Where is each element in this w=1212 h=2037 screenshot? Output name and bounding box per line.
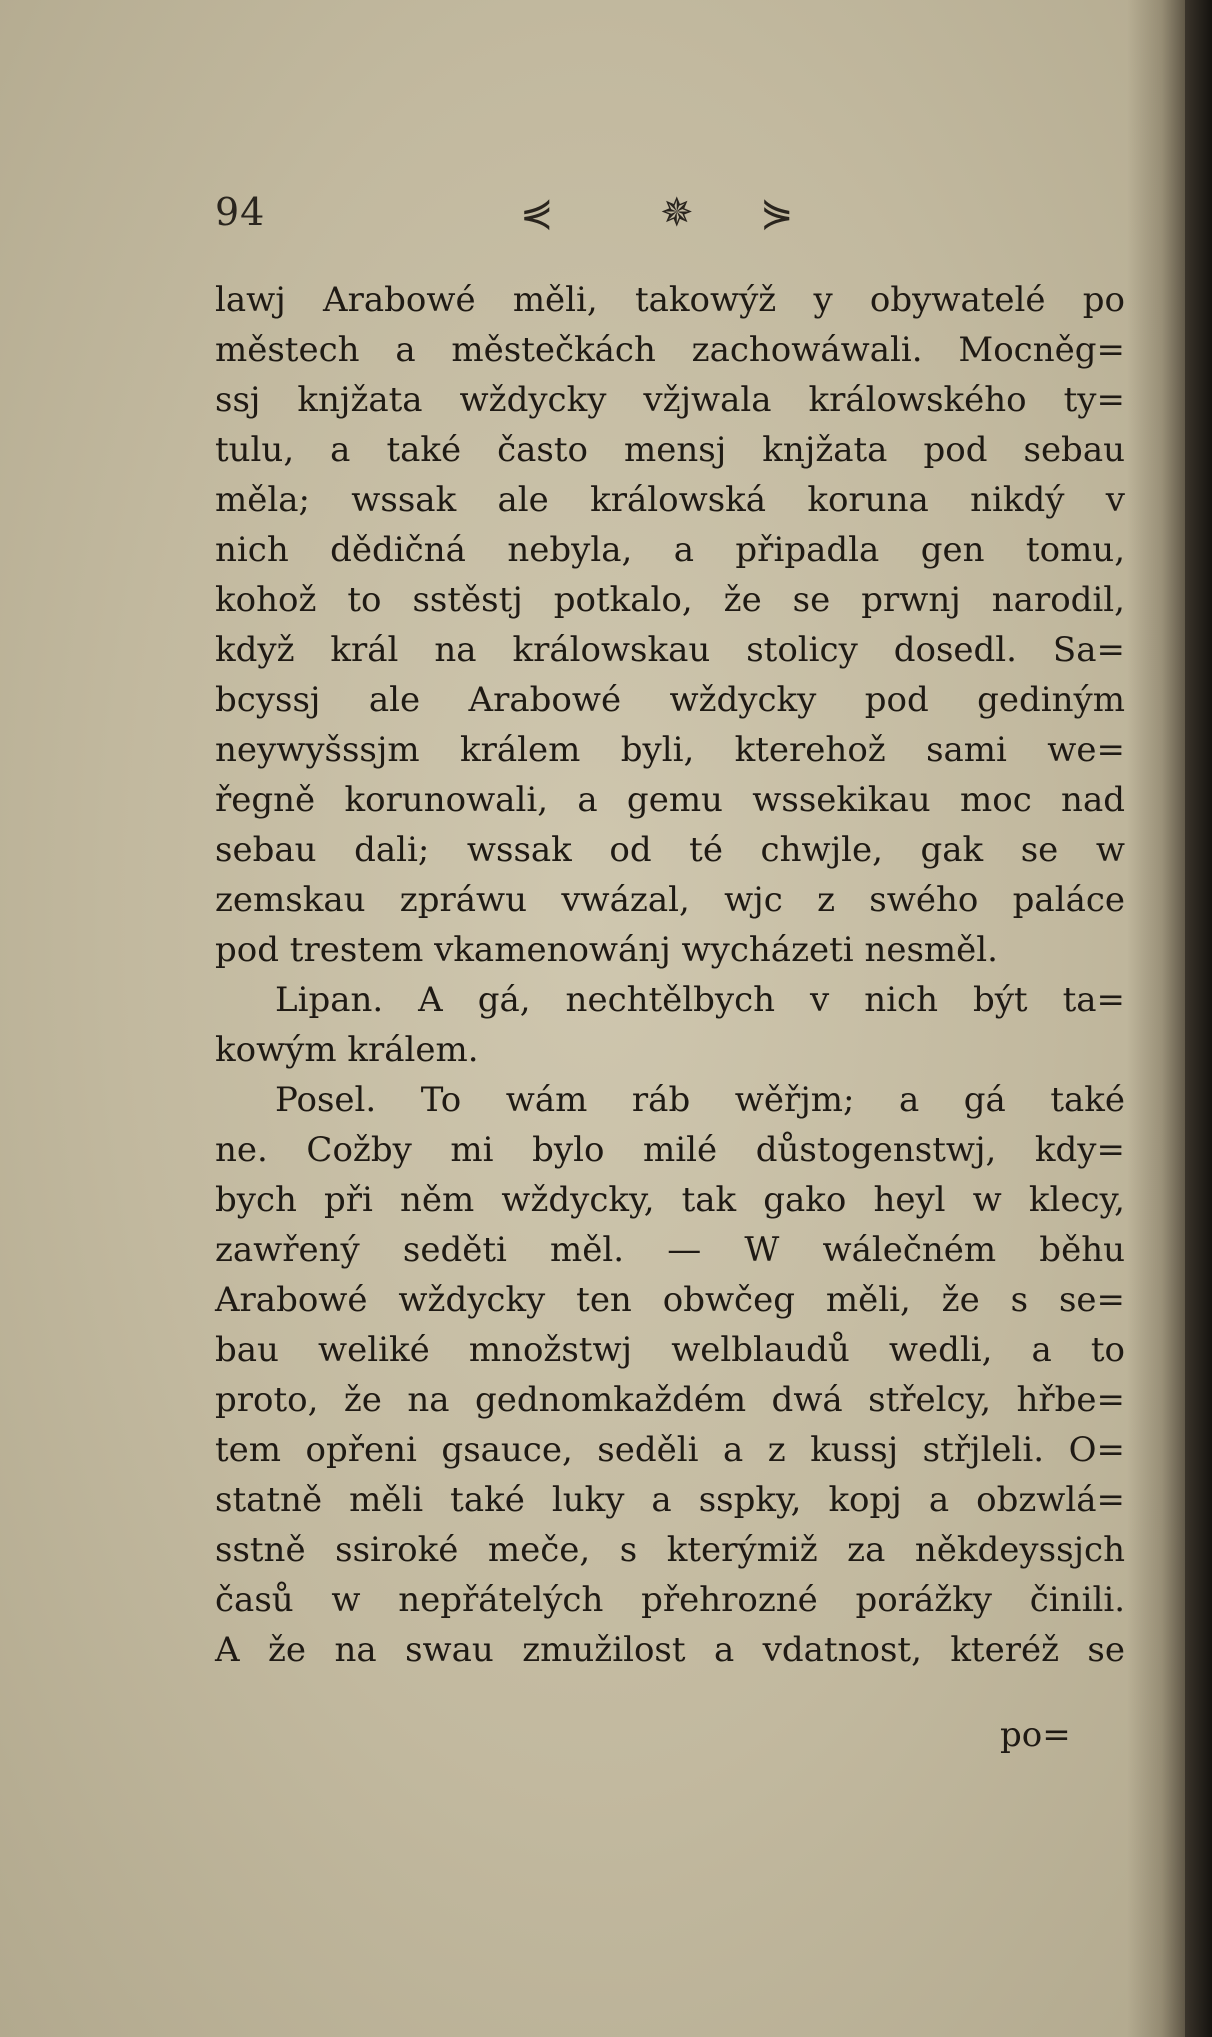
ornament-star-icon: ✵ xyxy=(660,190,694,236)
text-line: nich dědičná nebyla, a připadla gen tomu, xyxy=(215,530,1125,570)
text-line: neywyšssjm králem byli, kterehož sami we= xyxy=(215,730,1125,770)
text-line: kowým králem. xyxy=(215,1030,479,1070)
text-line: městech a městečkách zachowáwali. Mocněg= xyxy=(215,330,1125,370)
text-line: bcyssj ale Arabowé wždycky pod gediným xyxy=(215,680,1125,720)
text-line: bau weliké množstwj welblaudů wedli, a to xyxy=(215,1330,1125,1370)
text-line: zemskau zpráwu vwázal, wjc z swého paláce xyxy=(215,880,1125,920)
text-line: sstně ssiroké meče, s kterýmiž za někdeyssjch xyxy=(215,1530,1125,1570)
text-line: časů w nepřátelých přehrozné porážky činili. xyxy=(215,1580,1125,1620)
text-line: statně měli také luky a sspky, kopj a obzwlá= xyxy=(215,1480,1125,1520)
text-line: zawřený seděti měl. — W wálečném běhu xyxy=(215,1230,1125,1270)
text-line: tulu, a také často mensj knjžata pod sebau xyxy=(215,430,1125,470)
text-line: bych při něm wždycky, tak gako heyl w klecy, xyxy=(215,1180,1125,1220)
text-line: kohož to sstěstj potkalo, že se prwnj narodil, xyxy=(215,580,1125,620)
page-edge xyxy=(1185,0,1212,2037)
text-line: řegně korunowali, a gemu wssekikau moc nad xyxy=(215,780,1125,820)
text-line: ssj knjžata wždycky vžjwala králowského ty= xyxy=(215,380,1125,420)
text-line: ne. Cožby mi bylo milé důstogenstwj, kdy= xyxy=(215,1130,1125,1170)
ornament-left-icon: ⋞ xyxy=(520,190,554,236)
text-line: tem opřeni gsauce, seděli a z kussj střjleli. O= xyxy=(215,1430,1125,1470)
text-line: sebau dali; wssak od té chwjle, gak se w xyxy=(215,830,1125,870)
body-text xyxy=(215,275,1125,1675)
text-line: proto, že na gednomkaždém dwá střelcy, hřbe= xyxy=(215,1380,1125,1420)
text-line: lawj Arabowé měli, takowýž y obywatelé po xyxy=(215,280,1125,320)
text-line: Posel. To wám ráb wěřjm; a gá také xyxy=(275,1080,1125,1120)
text-line: když král na králowskau stolicy dosedl. Sa= xyxy=(215,630,1125,670)
text-line: Arabowé wždycky ten obwčeg měli, že s se= xyxy=(215,1280,1125,1320)
page-gutter-shadow xyxy=(1127,0,1185,2037)
page-number: 94 xyxy=(215,190,266,234)
text-line: Lipan. A gá, nechtělbych v nich být ta= xyxy=(275,980,1125,1020)
text-line: pod trestem vkamenowánj wycházeti nesměl. xyxy=(215,930,998,970)
ornament-right-icon: ⋟ xyxy=(760,190,794,236)
page-header xyxy=(215,190,1095,240)
catchword: po= xyxy=(1000,1715,1071,1755)
text-line: A že na swau zmužilost a vdatnost, kteréž se xyxy=(215,1630,1125,1670)
text-line: měla; wssak ale králowská koruna nikdý v xyxy=(215,480,1125,520)
